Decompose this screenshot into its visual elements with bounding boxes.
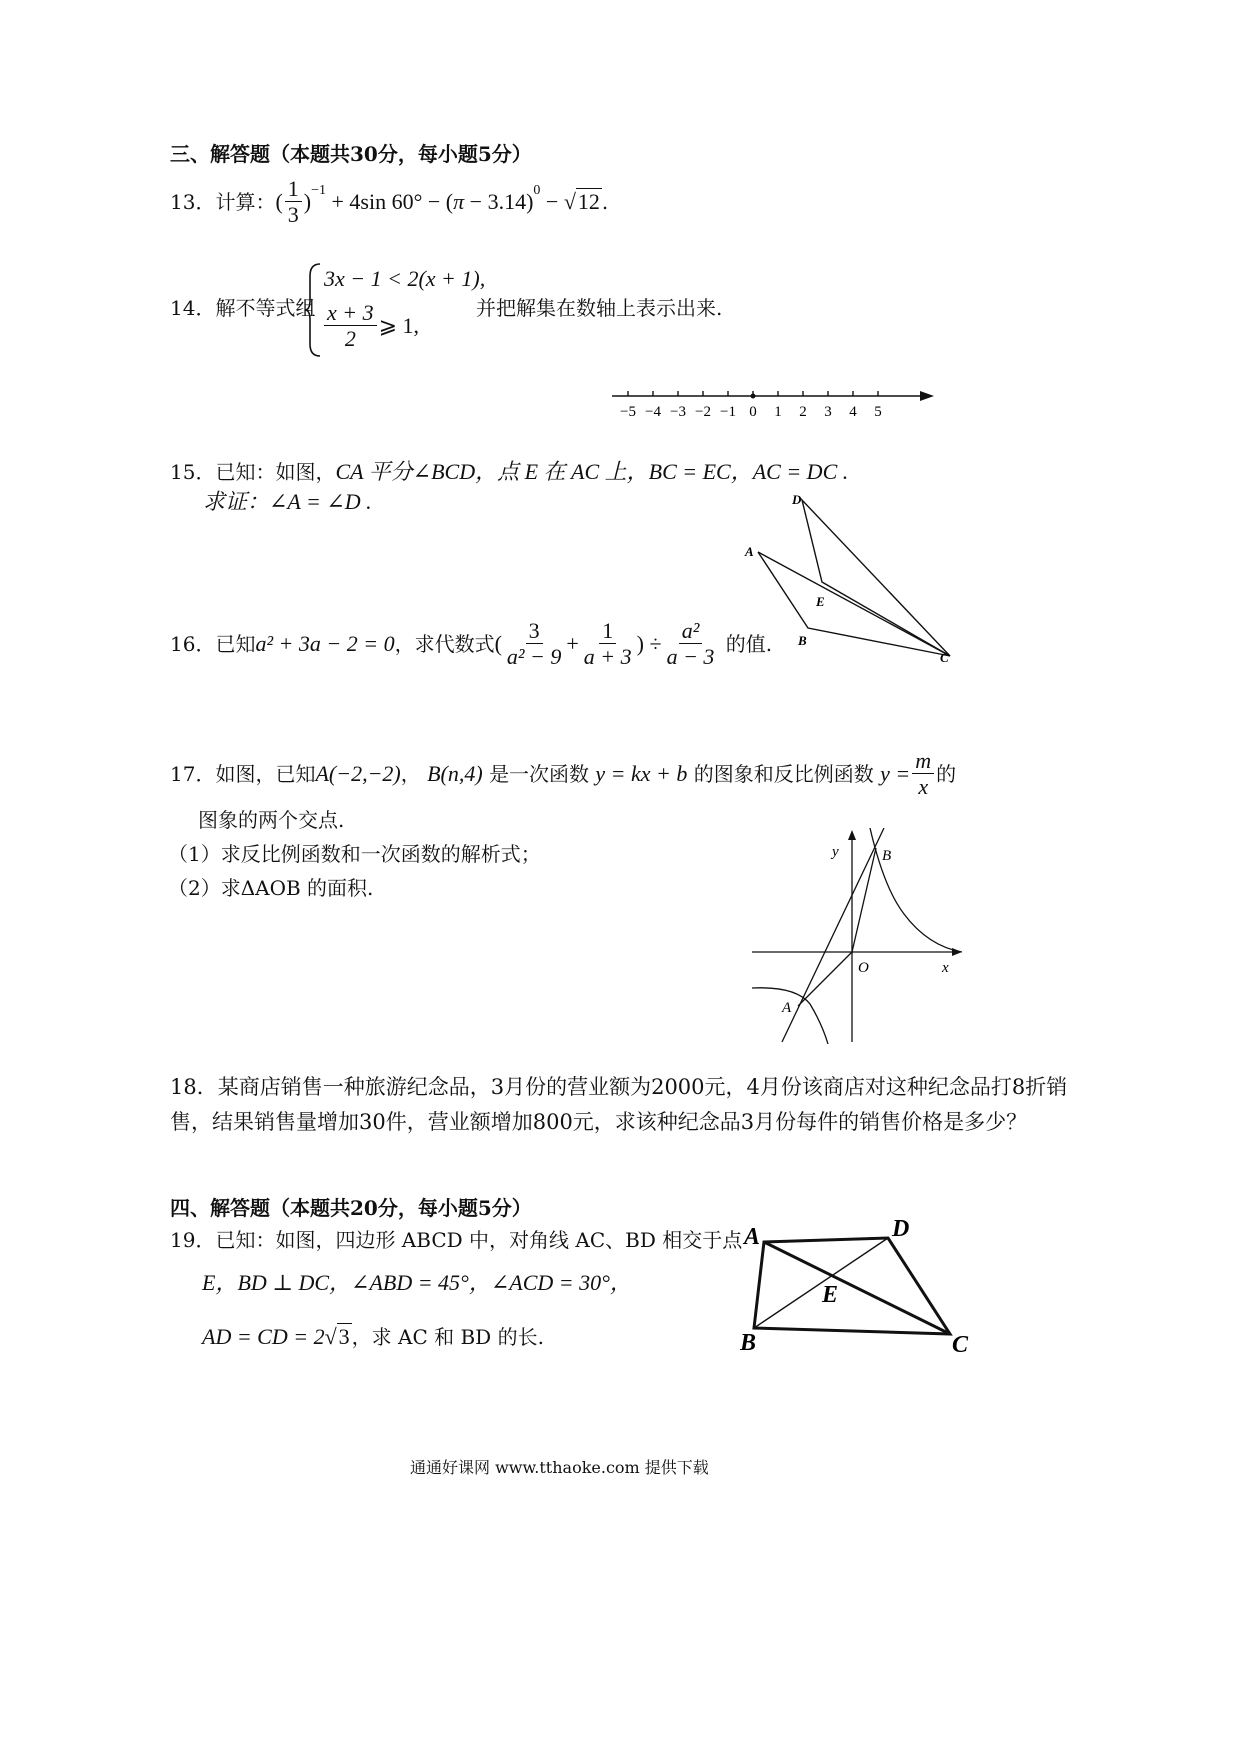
q16-tail: 的值. (725, 631, 773, 656)
q16-mid: ，求代数式 (394, 631, 495, 656)
q17-sub1: （1）求反比例函数和一次函数的解析式； (168, 842, 541, 866)
q16-f1-den: a² − 9 (506, 644, 562, 670)
q15-given: CA 平分∠BCD，点 E 在 AC 上，BC = EC，AC = DC . (335, 459, 849, 484)
q16-prefix: 16．已知 (170, 631, 256, 656)
q19-label-A: A (744, 1224, 761, 1250)
q16-f2-num: 1 (599, 618, 616, 644)
q19-label-C: C (952, 1332, 969, 1358)
q15-line1 (170, 459, 848, 485)
q17-figure (752, 828, 964, 1044)
q17-label-B: B (882, 848, 892, 864)
q16-f1-num: 3 (526, 618, 543, 644)
number-line-label: 0 (749, 404, 757, 420)
q13-period: . (601, 189, 609, 214)
q15-line2 (203, 489, 372, 515)
q17-mid2: 的图象和反比例函数 (693, 761, 874, 786)
q15-prove: 求证：∠A = ∠D . (203, 489, 372, 514)
section-3-title: 三、解答题（本题共30分，每小题5分） (170, 142, 532, 166)
q16-f3-num: a² (679, 618, 703, 644)
q19-root: 3 (338, 1324, 350, 1349)
q17-label-A: A (782, 1000, 792, 1016)
q15-label-B: B (798, 633, 807, 648)
arrow-icon (920, 391, 934, 401)
q16-f2-den: a + 3 (583, 644, 632, 670)
number-line-label: 4 (849, 404, 857, 420)
question-18: 18．某商店销售一种旅游纪念品，3月份的营业额为2000元，4月份该商店对这种纪念品打8折销售，结果销售量增加30件，营业额增加800元，求该种纪念品3月份每件的销售价格是多少？ (170, 1075, 1068, 1134)
q17-prefix: 17．如图，已知 (170, 761, 316, 786)
q15-label-C: C (940, 650, 949, 665)
q19-line3: AD = CD = 2 √ 3 ，求 AC 和 BD 的长. (202, 1323, 544, 1349)
y-axis-arrow-icon (848, 830, 856, 840)
number-line-label: −4 (645, 404, 661, 420)
question-16: 16．已知 a² + 3a − 2 = 0 ，求代数式 ( $\frac{3}{\text{a² − 9}}$ + $\frac{1}{a + 3}$ ) ÷ $\frac{\text{a²}}{a - 3}$ 的值. (170, 618, 773, 670)
brace-icon (304, 262, 324, 358)
q14-frac-num: x + 3 (324, 300, 377, 326)
footer-text: 通通好课网 www.tthaoke.com 提供下载 (410, 1458, 709, 1477)
q17-y-eq: y = (880, 760, 911, 786)
q16-equation: a² + 3a − 2 = 0 (255, 630, 395, 656)
q19-eq: AD = CD = 2 (202, 1323, 325, 1349)
q15-prefix: 15．已知：如图， (170, 460, 336, 484)
q19-figure (740, 1214, 980, 1364)
question-17: 17．如图，已知 A(−2,−2) ， B(n,4) 是一次函数 y = kx + b 的图象和反比例函数 y = $\frac{m}{x}$ 的 (170, 748, 957, 800)
q19-tail: ，求 AC 和 BD 的长. (351, 1324, 544, 1349)
q15-label-D: D (792, 492, 802, 507)
q15-label-E: E (816, 594, 825, 609)
q17-mid1: 是一次函数 (489, 761, 590, 786)
q17-de: 的 (936, 761, 957, 786)
q15-label-A: A (745, 544, 754, 559)
number-line-label: −5 (620, 404, 636, 420)
q17-linear: y = kx + b (595, 760, 688, 786)
q17-frac-den: x (918, 774, 929, 800)
number-line (600, 382, 940, 422)
number-line-label: 5 (874, 404, 882, 420)
q19-label-E: E (822, 1282, 839, 1308)
q17-label-x: x (942, 960, 949, 976)
q14-line1: 3x − 1 < 2(x + 1), (324, 266, 486, 291)
q15-figure (740, 488, 960, 668)
section-4-title: 四、解答题（本题共20分，每小题5分） (170, 1196, 532, 1220)
q17-label-y: y (832, 844, 839, 860)
q19-line1: 19．已知：如图，四边形 ABCD 中，对角线 AC、BD 相交于点 (170, 1228, 743, 1252)
number-line-label: 1 (774, 404, 782, 420)
q19-label-D: D (892, 1216, 910, 1242)
q19-line2: E，BD ⊥ DC，∠ABD = 45°，∠ACD = 30°， (202, 1270, 632, 1295)
q17-point-A: A(−2,−2) (315, 760, 401, 786)
number-line-label: −2 (695, 404, 711, 420)
q17-sub2: （2）求ΔAOB 的面积. (168, 876, 374, 900)
number-line-label: 2 (799, 404, 807, 420)
q19-label-B: B (740, 1330, 757, 1356)
q17-frac-num: m (912, 748, 934, 774)
origin-dot (751, 394, 756, 399)
q17-point-B: B(n,4) (427, 760, 483, 786)
number-line-label: −1 (720, 404, 736, 420)
q14-ge: ⩾ 1, (378, 312, 420, 338)
number-line-label: 3 (824, 404, 832, 420)
q17-line2: 图象的两个交点. (198, 808, 345, 832)
q14-tail: 并把解集在数轴上表示出来. (476, 296, 723, 320)
question-13: 13．计算： ( $\frac{1}{3}$ ) −1 + 4sin 60° − (π − 3.14) 0 − √12 . (170, 176, 609, 228)
q14-number: 14．解不等式组 (170, 296, 316, 320)
number-line-label: −3 (670, 404, 686, 420)
q16-f3-den: a − 3 (666, 644, 715, 670)
q14-frac-den: 2 (344, 326, 356, 352)
q14-line2 (322, 300, 419, 352)
q13-number: 13．计算： (170, 189, 276, 214)
q17-label-O: O (858, 960, 869, 976)
